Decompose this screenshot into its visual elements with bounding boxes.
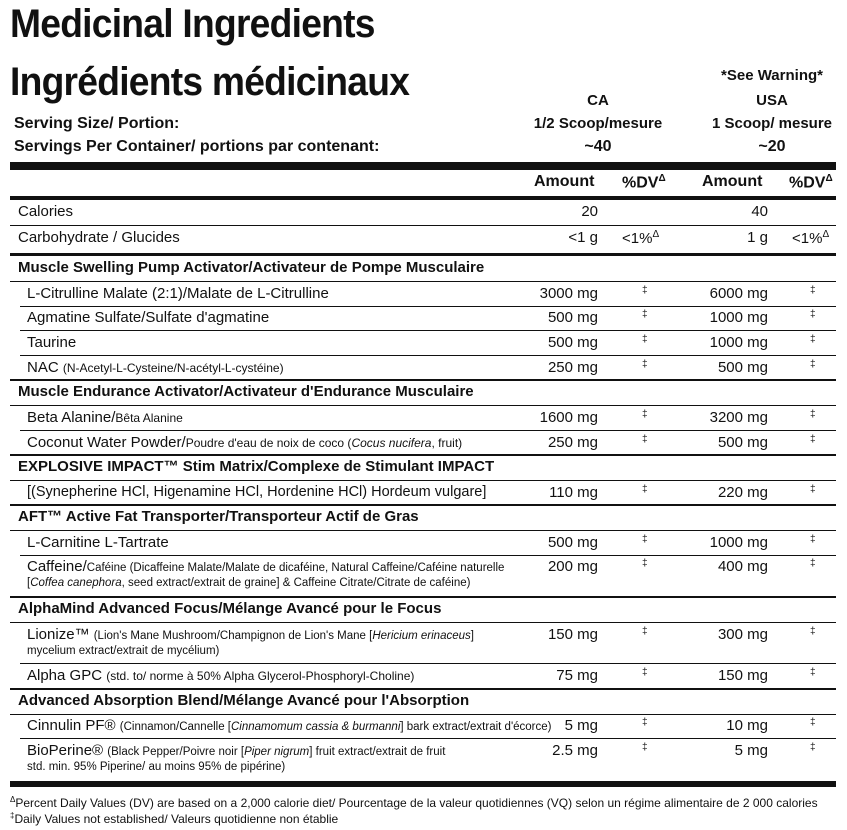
beta-usa-dv: ‡ [810,409,816,420]
ingredient-citrulline: L-Citrulline Malate (2:1)/Malate de L-Citrulline [27,285,329,302]
citrulline-usa: 6000 mg [709,285,768,302]
taurine-usa-dv: ‡ [810,334,816,345]
bioperine-detail: std. min. 95% Piperine/ au moins 95% de pipérine) [27,761,286,773]
nac-ca-dv: ‡ [642,359,648,370]
ingredient-caffeine: Caffeine/Caféine (Dicaffeine Malate/Malate de dicaféine, Natural Caffeine/Caféine naturelle [27,558,505,575]
footnote-dv: $^\Delta$Percent Daily Values (DV) are based on a 2,000 calorie diet/ Pourcentage de la valeur quotidiennes (VQ) selon un régime alimentaire de 2 000 calories [10,795,818,810]
bioperine-usa-dv: ‡ [810,742,816,753]
carnitine-ca: 500 mg [547,534,598,551]
usa-serving: 1 Scoop/ mesure [711,115,833,132]
row-divider [20,306,836,307]
ingredient-alpha-gpc: Alpha GPC (std. to/ norme à 50% Alpha Glycerol-Phosphoryl-Choline) [27,667,415,684]
ingredient-beta-alanine: Beta Alanine/Bêta Alanine [27,409,183,426]
top-rule [10,162,836,170]
lionize-ca-dv: ‡ [642,626,648,637]
section-rule [10,688,836,690]
beta-usa: 3200 mg [709,409,768,426]
coconut-usa: 500 mg [717,434,768,451]
section-rule [10,504,836,506]
row-divider [10,622,836,623]
coconut-usa-dv: ‡ [810,434,816,445]
carb-usa: 1 g [747,229,768,246]
see-warning: *See Warning* [721,67,823,84]
usa-servings: ~20 [758,138,786,155]
caffeine-detail: [Coffea canephora, seed extract/extrait de graine] & Caffeine Citrate/Citrate de caféine) [27,577,471,589]
taurine-ca-dv: ‡ [642,334,648,345]
calories-label: Calories [18,203,74,220]
taurine-usa: 1000 mg [709,334,768,351]
section-rule [10,253,836,256]
section-rule [10,596,836,598]
col-usa: USA [756,92,788,109]
carb-ca: <1 g [568,229,598,246]
dv-header-ca: $\%DV^\Delta$ [622,173,666,192]
dv-header-usa: $\%DV^\Delta$ [789,173,833,192]
section-rule [10,379,836,381]
coconut-ca: 250 mg [547,434,598,451]
bioperine-ca-dv: ‡ [642,742,648,753]
bioperine-usa: 5 mg [734,742,768,759]
footnote-not-established: ‡Daily Values not established/ Valeurs quotidienne non établie [10,811,339,826]
caffeine-ca-dv: ‡ [642,558,648,569]
beta-ca: 1600 mg [539,409,598,426]
ingredient-carnitine: L-Carnitine L-Tartrate [27,534,169,551]
ca-serving: 1/2 Scoop/mesure [533,115,663,132]
row-divider [10,281,836,282]
gpc-ca: 75 mg [556,667,598,684]
ingredient-bioperine: BioPerine® (Black Pepper/Poivre noir [Piper nigrum] fruit extract/extrait de fruit [27,742,446,759]
title-fr: Ingrédients médicinaux [10,60,410,104]
taurine-ca: 500 mg [547,334,598,351]
carb-label: Carbohydrate / Glucides [18,229,180,246]
carnitine-usa: 1000 mg [709,534,768,551]
ingredient-stim-matrix: [(Synepherine HCl, Higenamine HCl, Hordenine HCl) Hordeum vulgare] [27,484,487,500]
cinnulin-ca: 5 mg [564,717,598,734]
amount-header-ca: Amount [534,173,595,190]
ingredient-lionize: Lionize™ (Lion's Mane Mushroom/Champignon de Lion's Mane [Hericium erinaceus] [27,626,474,643]
ingredient-coconut: Coconut Water Powder/Poudre d'eau de noix de coco (Cocus nucifera, fruit) [27,434,463,451]
lionize-ca: 150 mg [547,626,598,643]
lionize-usa: 300 mg [717,626,768,643]
section-rule [10,454,836,456]
section-alphamind: AlphaMind Advanced Focus/Mélange Avancé pour le Focus [18,600,442,617]
lionize-usa-dv: ‡ [810,626,816,637]
agmatine-ca: 500 mg [547,309,598,326]
nac-usa-dv: ‡ [810,359,816,370]
row-divider [10,530,836,531]
section-absorption: Advanced Absorption Blend/Mélange Avancé pour l'Absorption [18,692,470,709]
title-en: Medicinal Ingredients [10,2,375,46]
ca-servings: ~40 [584,138,612,155]
cinnulin-usa-dv: ‡ [810,717,816,728]
citrulline-ca: 3000 mg [539,285,598,302]
caffeine-usa: 400 mg [717,558,768,575]
citrulline-ca-dv: ‡ [642,285,648,296]
row-divider [20,330,836,331]
coconut-ca-dv: ‡ [642,434,648,445]
caffeine-ca: 200 mg [547,558,598,575]
row-divider [20,663,836,664]
bioperine-ca: 2.5 mg [552,742,598,759]
carnitine-usa-dv: ‡ [810,534,816,545]
row-divider [10,714,836,715]
section-endurance: Muscle Endurance Activator/Activateur d'Endurance Musculaire [18,383,474,400]
carnitine-ca-dv: ‡ [642,534,648,545]
ingredient-agmatine: Agmatine Sulfate/Sulfate d'agmatine [27,309,270,326]
carb-ca-dv: <1%$^\Delta$ [622,229,660,247]
citrulline-usa-dv: ‡ [810,285,816,296]
cinnulin-ca-dv: ‡ [642,717,648,728]
nac-ca: 250 mg [547,359,598,376]
row-divider [20,355,836,356]
bottom-rule [10,781,836,787]
calories-usa: 40 [751,203,768,220]
section-explosive-impact: EXPLOSIVE IMPACT™ Stim Matrix/Complexe de Stimulant IMPACT [18,458,495,475]
section-pump: Muscle Swelling Pump Activator/Activateur de Pompe Musculaire [18,259,485,276]
row-divider [20,555,836,556]
syn-usa-dv: ‡ [810,484,816,495]
gpc-ca-dv: ‡ [642,667,648,678]
carb-usa-dv: <1%$^\Delta$ [792,229,830,247]
nac-usa: 500 mg [717,359,768,376]
calories-ca: 20 [581,203,598,220]
header-rule [10,196,836,200]
gpc-usa: 150 mg [717,667,768,684]
section-aft: AFT™ Active Fat Transporter/Transporteur Actif de Gras [18,508,419,525]
ingredient-nac: NAC (N-Acetyl-L-Cysteine/N-acétyl-L-cystéine) [27,359,284,376]
syn-ca-dv: ‡ [642,484,648,495]
col-ca: CA [587,92,609,109]
row-divider [10,225,836,226]
ingredient-cinnulin: Cinnulin PF® (Cinnamon/Cannelle [Cinnamomum cassia & burmanni] bark extract/extrait d'écorce) [27,717,552,734]
serving-size-label: Serving Size/ Portion: [14,115,180,132]
syn-usa: 220 mg [717,484,768,501]
syn-ca: 110 mg [549,484,598,501]
agmatine-usa-dv: ‡ [810,309,816,320]
row-divider [10,405,836,406]
row-divider [20,430,836,431]
row-divider [20,738,836,739]
servings-label: Servings Per Container/ portions par contenant: [14,138,380,155]
beta-ca-dv: ‡ [642,409,648,420]
caffeine-usa-dv: ‡ [810,558,816,569]
amount-header-usa: Amount [702,173,763,190]
lionize-detail: mycelium extract/extrait de mycélium) [27,645,220,657]
agmatine-usa: 1000 mg [709,309,768,326]
cinnulin-usa: 10 mg [726,717,768,734]
ingredient-taurine: Taurine [27,334,77,351]
agmatine-ca-dv: ‡ [642,309,648,320]
gpc-usa-dv: ‡ [810,667,816,678]
row-divider [10,480,836,481]
